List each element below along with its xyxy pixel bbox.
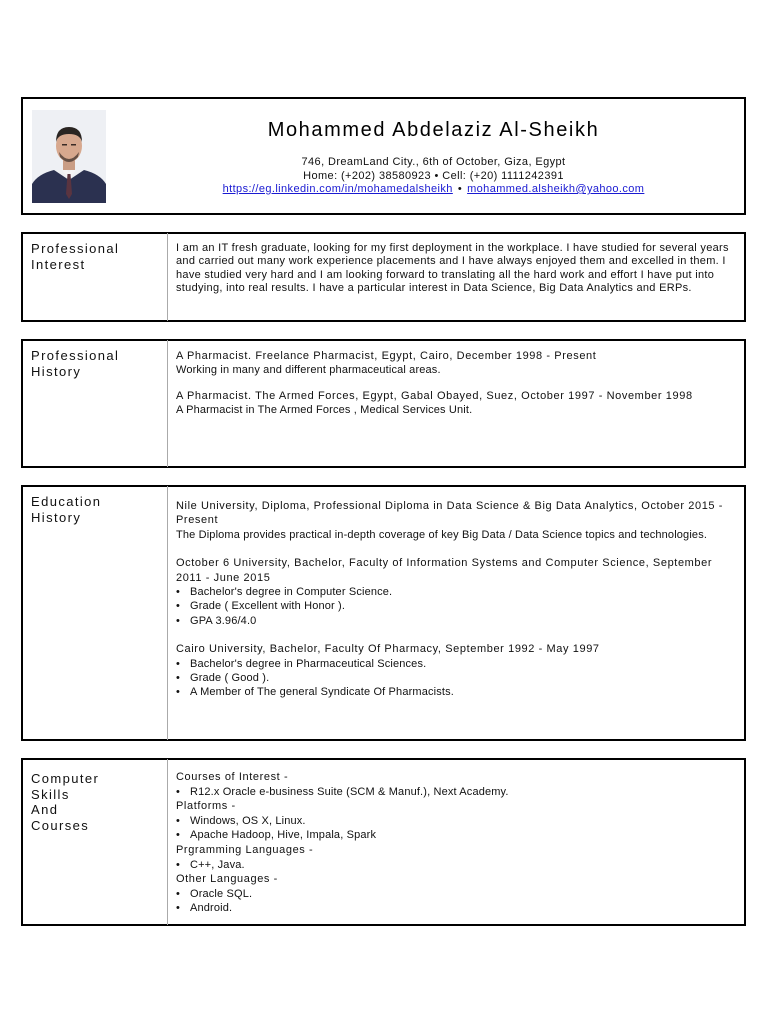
skill-group-heading: Prgramming Languages - <box>176 843 314 856</box>
label-line: Skills <box>31 786 70 802</box>
list-item: • Bachelor's degree in Pharmaceutical Sciences. <box>176 657 739 671</box>
phone-numbers: Home: (+202) 38580923 • Cell: (+20) 1111242391 <box>303 169 564 182</box>
skill-group-heading: Courses of Interest - <box>176 771 289 783</box>
interest-paragraph: I am an IT fresh graduate, looking for my first deployment in the workplace. I have studied for several years and carried out many work experience placements and I have always enjoyed them and excelled in them. I have studied very hard and I am looking forward to translating all the hard work and effort I have put into studying, into real results. I have a particular interest in Data Science, Big Data Analytics and ERPs. <box>176 242 729 295</box>
profile-photo <box>32 110 106 203</box>
professional-interest-section <box>21 232 746 322</box>
person-portrait-icon <box>32 110 106 203</box>
list-item: • Bachelor's degree in Computer Science. <box>176 585 739 599</box>
list-item: • Oracle SQL. <box>176 887 739 902</box>
skill-list <box>176 858 739 873</box>
degree-details <box>176 657 739 700</box>
skill-list <box>176 814 739 843</box>
candidate-name: Mohammed Abdelaziz Al-Sheikh <box>267 119 600 141</box>
job-description: Working in many and different pharmaceutical areas. <box>176 363 441 376</box>
linkedin-link[interactable]: https://eg.linkedin.com/in/mohamedalsheikh <box>222 183 453 195</box>
job-description: A Pharmacist in The Armed Forces , Medical Services Unit. <box>176 403 473 416</box>
header-section <box>21 97 746 215</box>
degree-title: October 6 University, Bachelor, Faculty of Information Systems and Computer Science, September 2011 - June 2015 <box>176 557 713 584</box>
degree-details <box>176 585 739 628</box>
section-label: Professional Interest <box>31 241 120 272</box>
list-item: • R12.x Oracle e-business Suite (SCM & Manuf.), Next Academy. <box>176 785 739 800</box>
skill-group-heading: Other Languages - <box>176 873 278 886</box>
email-link[interactable]: mohammed.alsheikh@yahoo.com <box>467 183 645 195</box>
list-item: • GPA 3.96/4.0 <box>176 614 739 628</box>
degree-title: Cairo University, Bachelor, Faculty Of Pharmacy, September 1992 - May 1997 <box>176 643 600 656</box>
section-label: Education History <box>31 494 102 525</box>
list-item: • C++, Java. <box>176 858 739 873</box>
section-label <box>22 759 167 833</box>
education-history-section <box>21 485 746 741</box>
list-item: • Grade ( Excellent with Honor ). <box>176 599 739 613</box>
job-title: A Pharmacist. The Armed Forces, Egypt, Gabal Obayed, Suez, October 1997 - November 1998 <box>176 390 693 402</box>
skill-list <box>176 887 739 916</box>
degree-title: Nile University, Diploma, Professional Diploma in Data Science & Big Data Analytics, October 2015 - Present <box>176 500 724 527</box>
section-label: Professional History <box>31 348 120 379</box>
list-item: • A Member of The general Syndicate Of Pharmacists. <box>176 685 739 699</box>
contact-separator: • <box>457 183 463 195</box>
degree-description: The Diploma provides practical in-depth coverage of key Big Data / Data Science topics and technologies. <box>176 528 708 541</box>
job-title: A Pharmacist. Freelance Pharmacist, Egypt, Cairo, December 1998 - Present <box>176 350 597 362</box>
skill-group-heading: Platforms - <box>176 800 236 813</box>
postal-address: 746, DreamLand City., 6th of October, Giza, Egypt <box>301 156 566 168</box>
skill-list <box>176 785 739 800</box>
computer-skills-section <box>21 758 746 926</box>
label-line: And <box>31 802 59 817</box>
label-line: Courses <box>31 817 90 833</box>
list-item: • Apache Hadoop, Hive, Impala, Spark <box>176 828 739 843</box>
list-item: • Grade ( Good ). <box>176 671 739 685</box>
list-item: • Windows, OS X, Linux. <box>176 814 739 829</box>
professional-history-section <box>21 339 746 468</box>
label-line: Computer <box>31 771 100 786</box>
list-item: • Android. <box>176 901 739 916</box>
